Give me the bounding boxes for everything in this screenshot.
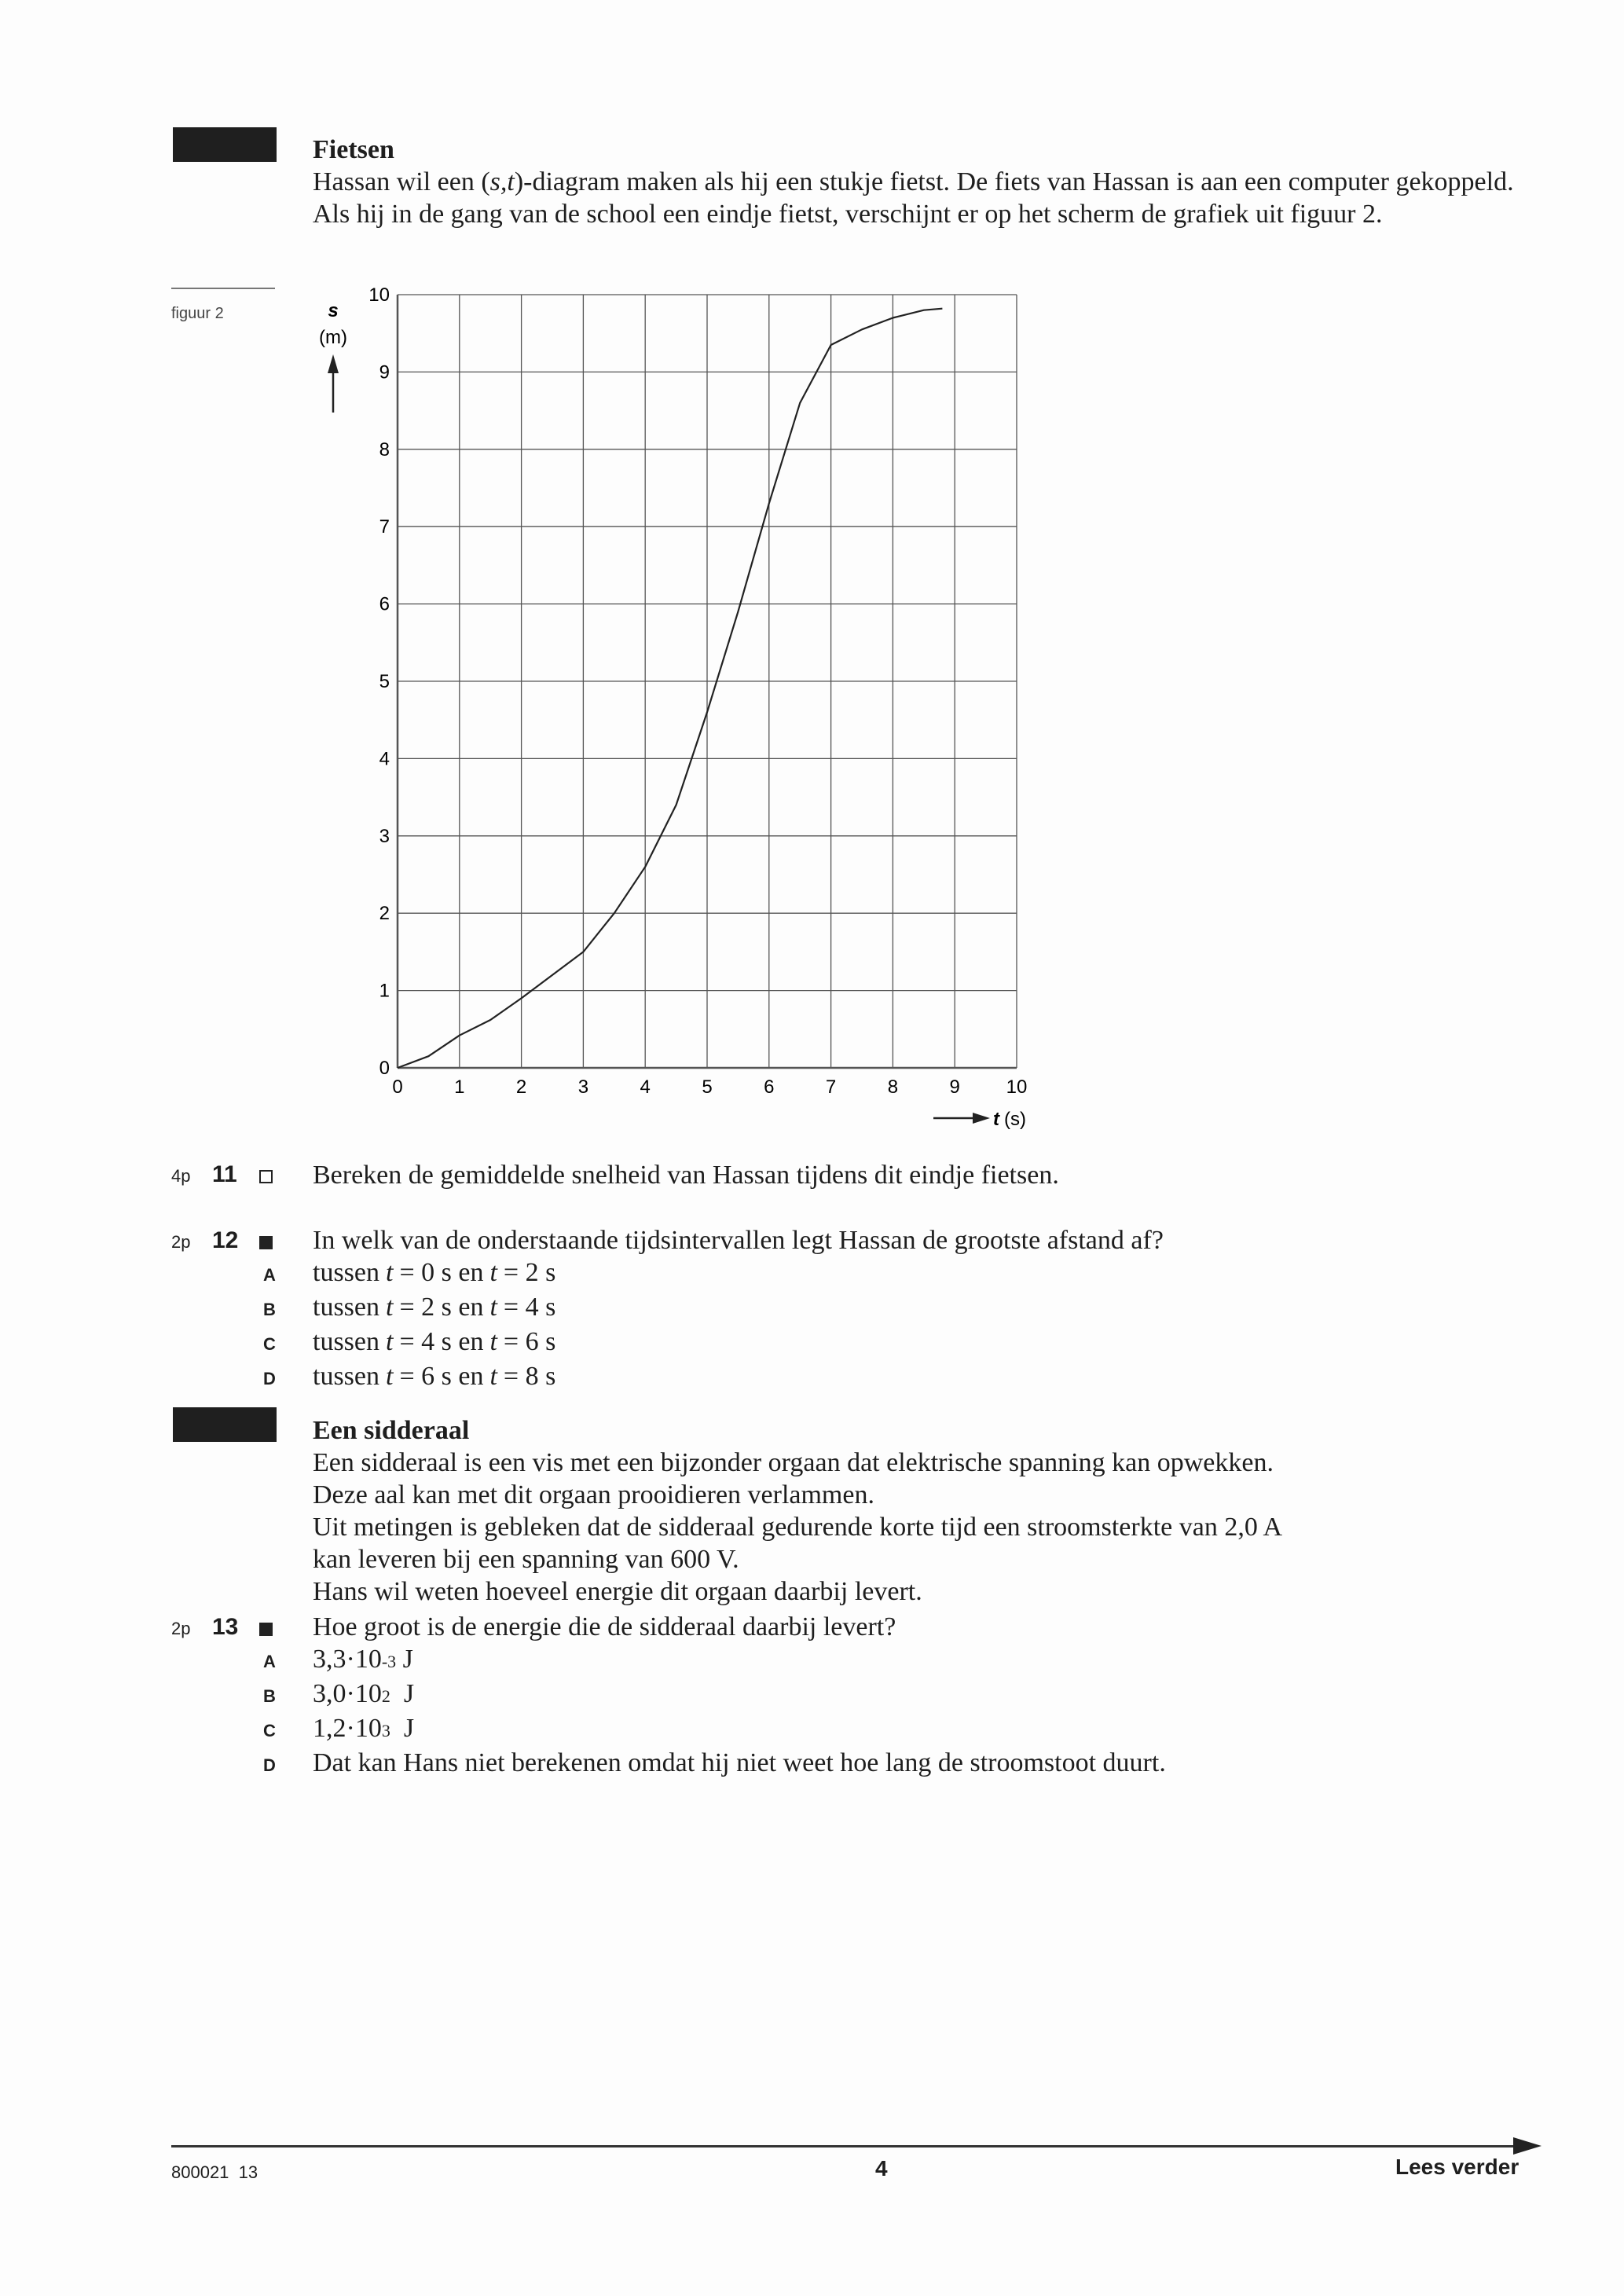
data-line (398, 309, 942, 1068)
x-tick-label: 3 (577, 1076, 589, 1098)
x-tick-labels (392, 1076, 1027, 1098)
y-tick-label: 5 (379, 671, 390, 692)
q13-option-b[interactable]: B 3,0·10 2 J (263, 1679, 415, 1708)
q13-option-d[interactable]: D Dat kan Hans niet berekenen omdat hij niet weet hoe lang de stroomstoot duurt. (263, 1748, 1166, 1777)
q13-options (258, 1643, 1166, 1781)
x-axis-var: t (993, 1109, 999, 1130)
q12-checkbox-filled-icon (259, 1236, 273, 1249)
y-axis-arrow (328, 354, 339, 413)
q12-option-b[interactable]: B tussen t = 2 s en t = 4 s (263, 1293, 556, 1322)
x-tick-label: 4 (640, 1076, 651, 1098)
section-line: kan leveren bij een spanning van 600 V. (313, 1545, 739, 1574)
q12-text: In welk van de onderstaande tijdsintervallen legt Hassan de grootste afstand af? (313, 1226, 1164, 1255)
section-line: Een sidderaal is een vis met een bijzonder orgaan dat elektrische spanning kan opwekken. (313, 1448, 1274, 1477)
x-axis-unit: (s) (1004, 1109, 1026, 1130)
chart-grid (398, 295, 1017, 1068)
section-sidderaal (313, 1414, 1282, 1608)
page-number: 4 (875, 2156, 888, 2180)
y-tick-label: 3 (379, 825, 390, 847)
x-tick-label: 1 (454, 1076, 465, 1098)
q13-text: Hoe groot is de energie die de sidderaal daarbij levert? (313, 1612, 896, 1641)
x-axis-arrow (933, 1113, 990, 1124)
section-intro: Hassan wil een (s,t)-diagram maken als hij een stukje fietst. De fiets van Hassan is aan een computer gekoppeld. Als hij in de gang van de school een eindje fietst, verschijnt er op het scherm de grafiek uit figuur 2. (313, 167, 1514, 229)
x-tick-label: 5 (702, 1076, 713, 1098)
q13-checkbox-filled-icon (259, 1623, 273, 1636)
x-tick-label: 2 (515, 1076, 527, 1098)
q12-option-d[interactable]: D tussen t = 6 s en t = 8 s (263, 1362, 556, 1391)
q13-number: 13 (212, 1614, 239, 1640)
y-tick-label: 0 (379, 1058, 390, 1079)
y-tick-label: 2 (379, 903, 390, 925)
arrow-right-icon (1513, 2136, 1542, 2156)
q13-option-a[interactable]: A 3,3·10 -3 J (263, 1645, 413, 1674)
q13-points: 2p (171, 1619, 191, 1638)
section-title: Fietsen (313, 135, 394, 164)
footer-code: 800021 13 (171, 2162, 258, 2182)
y-tick-label: 9 (379, 361, 390, 383)
y-axis-unit: (m) (319, 327, 347, 348)
q12-option-a[interactable]: A tussen t = 0 s en t = 2 s (263, 1258, 556, 1287)
section-marker-fietsen (173, 127, 277, 162)
y-tick-label: 1 (379, 980, 390, 1002)
q11-checkbox-open-icon (259, 1170, 273, 1183)
q13-option-c[interactable]: C 1,2·10 3 J (263, 1714, 415, 1743)
section-line: Uit metingen is gebleken dat de sidderaal gedurende korte tijd een stroomsterkte van 2,0 A (313, 1513, 1283, 1542)
x-tick-label: 0 (392, 1076, 403, 1098)
y-tick-label: 6 (379, 593, 390, 615)
q12-option-c[interactable]: C tussen t = 4 s en t = 6 s (263, 1327, 556, 1356)
y-tick-label: 4 (379, 748, 390, 770)
y-tick-label: 8 (379, 438, 390, 460)
x-tick-label: 6 (764, 1076, 775, 1098)
st-diagram (299, 279, 1045, 1143)
y-tick-label: 10 (368, 284, 390, 306)
figure-label: figuur 2 (171, 305, 224, 322)
x-tick-label: 10 (1006, 1076, 1028, 1098)
figure-rule (171, 288, 275, 289)
x-tick-label: 9 (949, 1076, 960, 1098)
y-tick-labels (368, 284, 390, 1079)
section-line: Hans wil weten hoeveel energie dit orgaan daarbij levert. (313, 1577, 922, 1606)
q12-number: 12 (212, 1227, 239, 1253)
continue-label: Lees verder (1395, 2155, 1520, 2179)
x-tick-label: 8 (887, 1076, 899, 1098)
q11-number: 11 (212, 1161, 237, 1187)
section-line: Deze aal kan met dit orgaan prooidieren verlammen. (313, 1480, 874, 1509)
q11-points: 4p (171, 1166, 191, 1186)
section-marker-sidderaal (173, 1407, 277, 1442)
y-axis-var: s (328, 300, 339, 321)
section-fietsen (313, 134, 1538, 230)
q12-points: 2p (171, 1232, 191, 1252)
y-tick-label: 7 (379, 516, 390, 538)
q12-options (258, 1256, 555, 1395)
x-tick-label: 7 (825, 1076, 837, 1098)
q11-text: Bereken de gemiddelde snelheid van Hassan tijdens dit eindje fietsen. (313, 1161, 1059, 1190)
footer-rule (171, 2145, 1529, 2147)
section-title: Een sidderaal (313, 1416, 470, 1445)
